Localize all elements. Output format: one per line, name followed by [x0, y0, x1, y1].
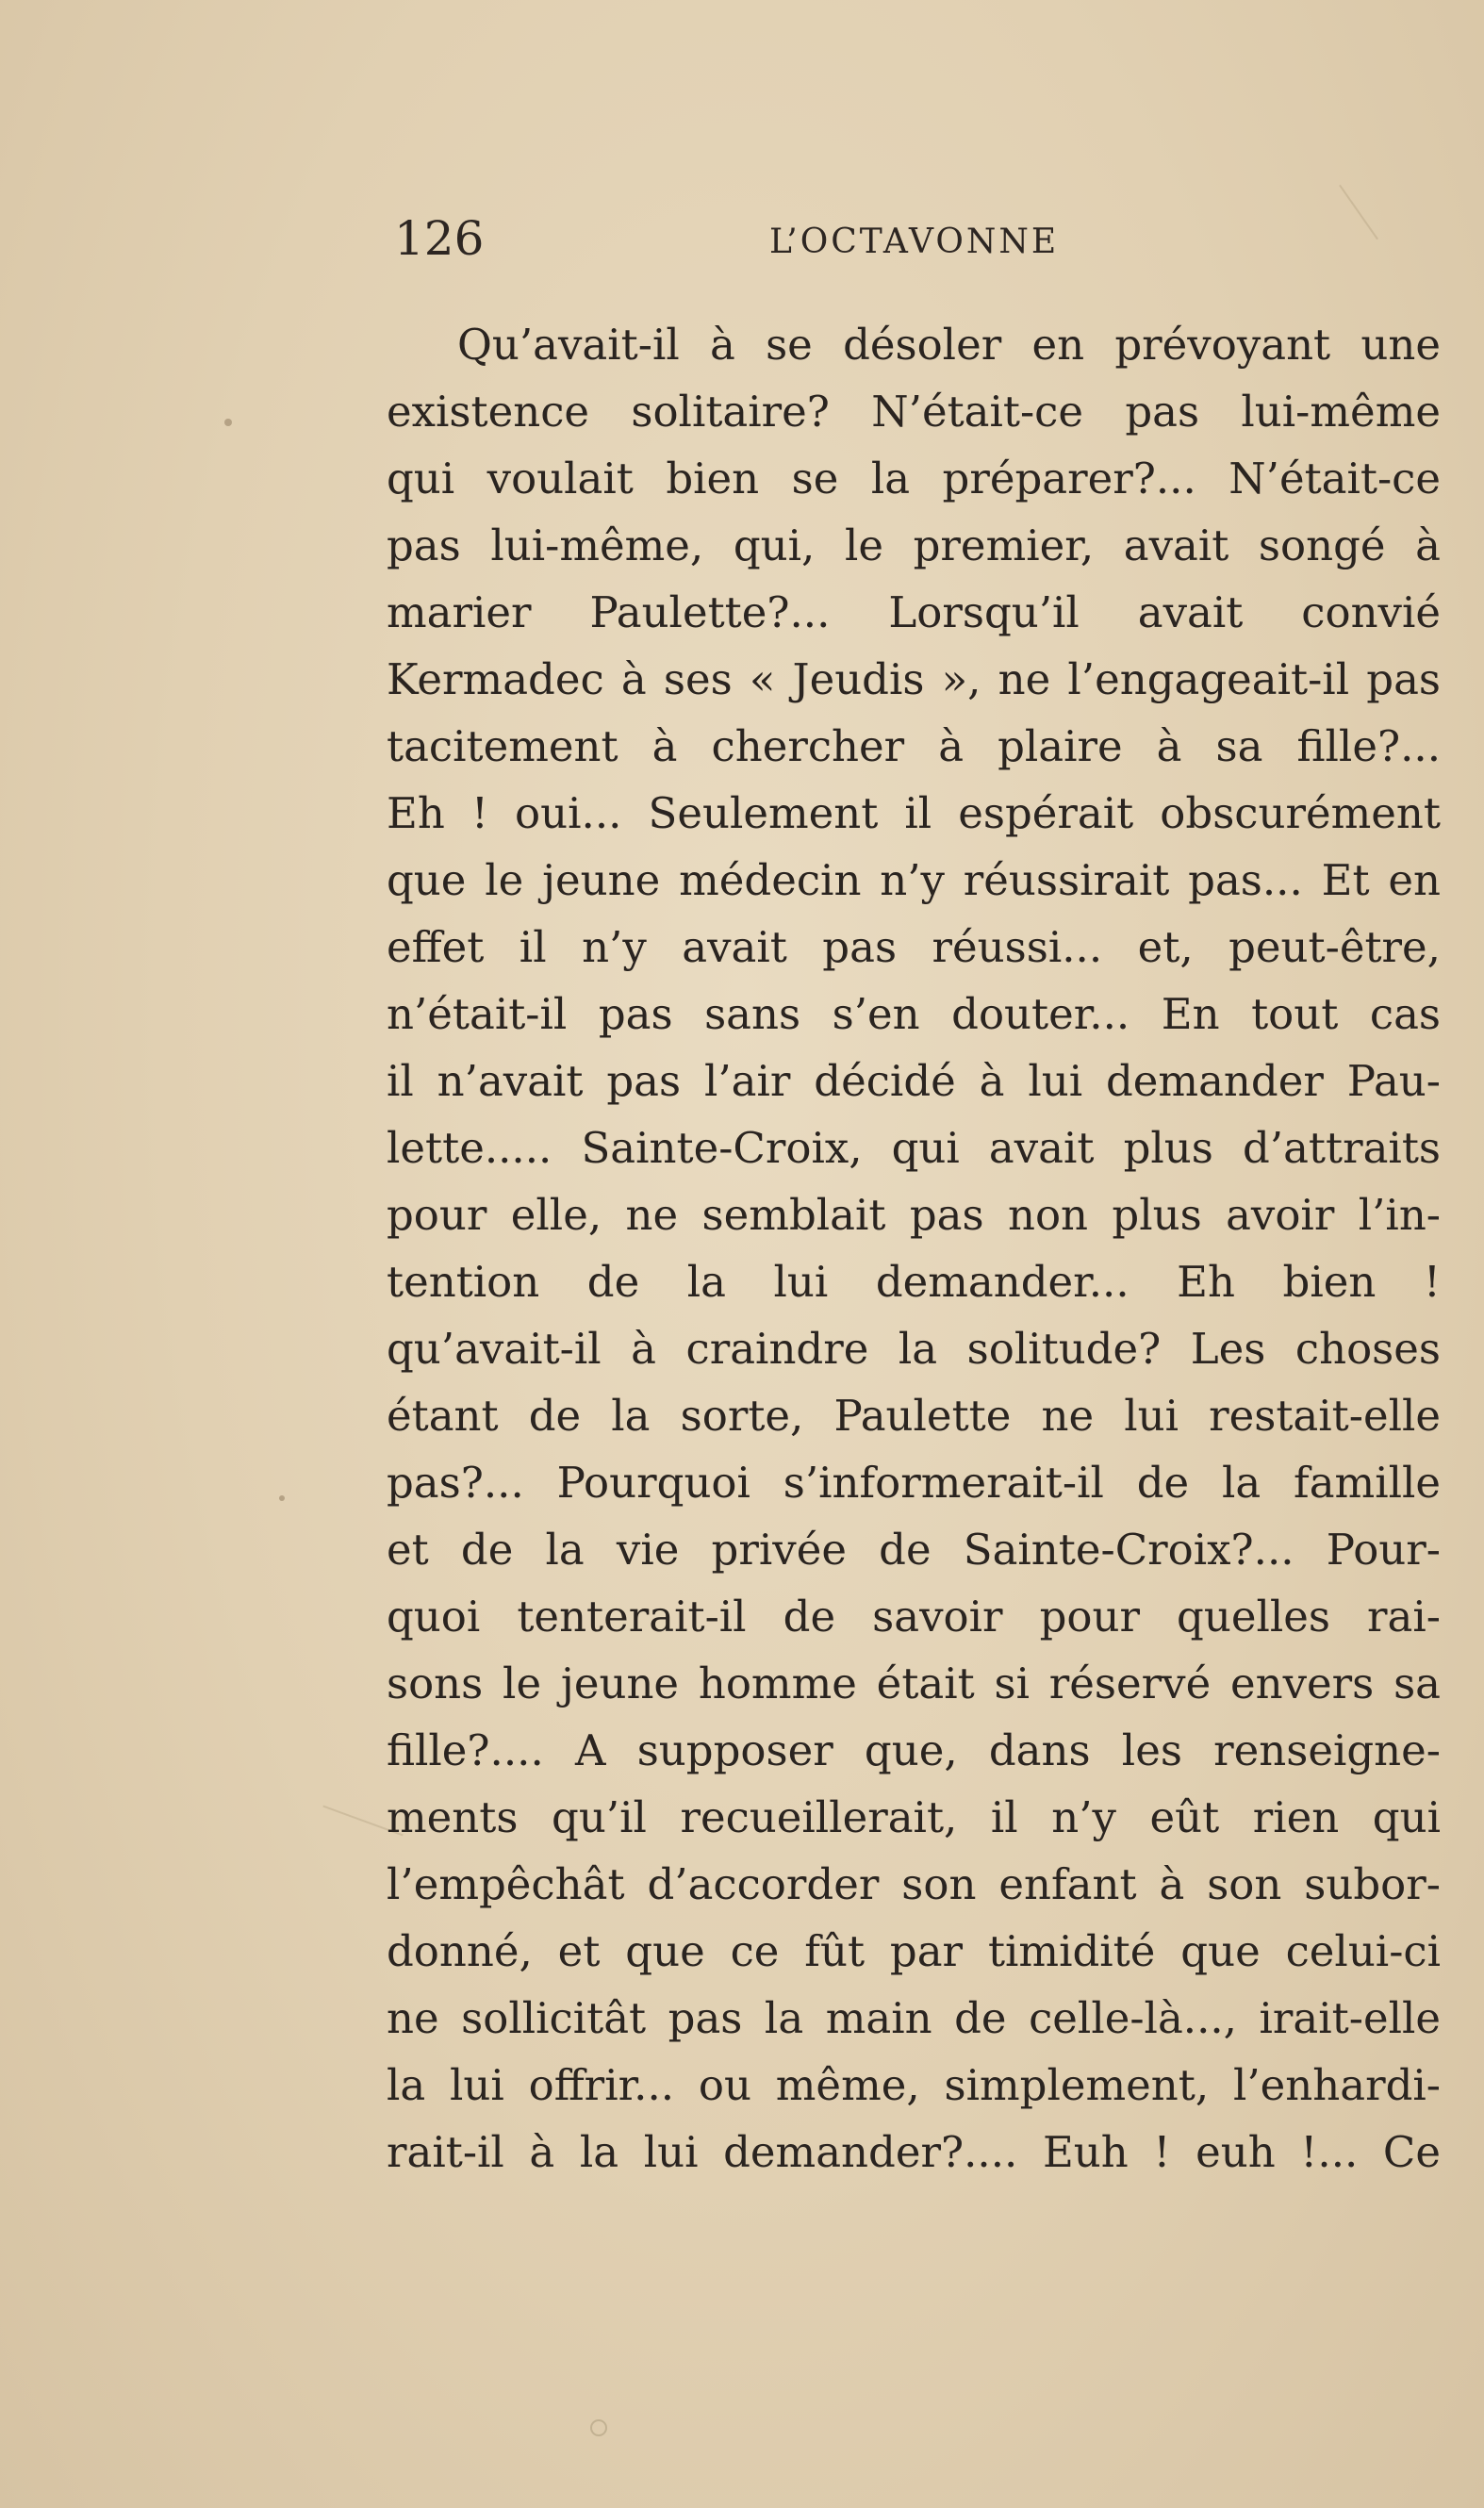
text-line: ne sollicitât pas la main de celle-là..., irait-elle: [387, 1993, 1441, 2043]
text-line: étant de la sorte, Paulette ne lui restait-elle: [387, 1391, 1441, 1441]
text-line: Eh ! oui... Seulement il espérait obscurément: [387, 788, 1441, 838]
text-line: quoi tenterait-il de savoir pour quelles rai-: [387, 1592, 1441, 1642]
text-line: fille?.... A supposer que, dans les renseigne-: [387, 1725, 1441, 1775]
running-title: L’OCTAVONNE: [769, 223, 1060, 261]
text-line: pas lui-même, qui, le premier, avait songé à: [387, 520, 1441, 570]
paper-speck: [224, 419, 232, 426]
text-line: rait-il à la lui demander?.... Euh ! euh !... Ce: [387, 2127, 1441, 2177]
text-line: la lui offrir... ou même, simplement, l’enhardi-: [387, 2060, 1441, 2110]
text-line: sons le jeune homme était si réservé envers sa: [387, 1658, 1441, 1708]
text-line: Qu’avait-il à se désoler en prévoyant une: [457, 320, 1441, 370]
text-line: effet il n’y avait pas réussi... et, peut-être,: [387, 922, 1441, 972]
text-line: l’empêchât d’accorder son enfant à son subor-: [387, 1859, 1441, 1909]
text-line: et de la vie privée de Sainte-Croix?... Pour-: [387, 1525, 1441, 1575]
text-line: tention de la lui demander... Eh bien !: [387, 1257, 1441, 1307]
text-line: qu’avait-il à craindre la solitude? Les choses: [387, 1324, 1441, 1374]
text-line: tacitement à chercher à plaire à sa fille?...: [387, 721, 1441, 771]
body-paragraph: [387, 311, 1441, 2186]
text-line: pas?... Pourquoi s’informerait-il de la famille: [387, 1458, 1441, 1508]
page-header: [394, 206, 1450, 272]
paper-speck: [279, 1495, 285, 1501]
text-line: pour elle, ne semblait pas non plus avoir l’in-: [387, 1190, 1441, 1240]
text-line: Kermadec à ses « Jeudis », ne l’engageait-il pas: [387, 654, 1441, 704]
text-line: qui voulait bien se la préparer?... N’était-ce: [387, 454, 1441, 503]
text-line: lette..... Sainte-Croix, qui avait plus d’attraits: [387, 1123, 1441, 1173]
text-line: n’était-il pas sans s’en douter... En tout cas: [387, 989, 1441, 1039]
text-line: existence solitaire? N’était-ce pas lui-même: [387, 387, 1441, 437]
page-number: 126: [394, 211, 485, 266]
text-line: que le jeune médecin n’y réussirait pas... Et en: [387, 855, 1441, 905]
paper-speck: [590, 2419, 607, 2436]
text-line: ments qu’il recueillerait, il n’y eût rien qui: [387, 1792, 1441, 1842]
text-line: il n’avait pas l’air décidé à lui demander Pau-: [387, 1056, 1441, 1106]
text-line: donné, et que ce fût par timidité que celui-ci: [387, 1926, 1441, 1976]
text-line: marier Paulette?... Lorsqu’il avait convié: [387, 587, 1441, 637]
